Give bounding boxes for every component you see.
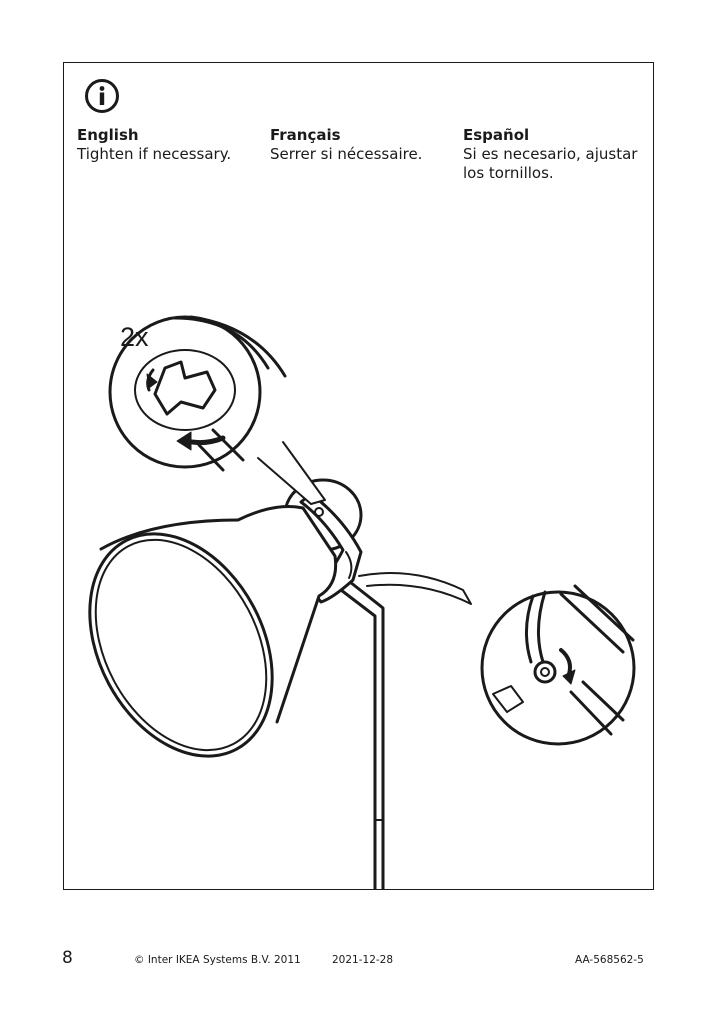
count-label: 2x bbox=[120, 322, 149, 352]
lang-title: Español bbox=[463, 126, 530, 144]
lang-title: Français bbox=[270, 126, 341, 144]
info-circle-icon bbox=[84, 78, 120, 114]
footer-date: 2021-12-28 bbox=[332, 954, 394, 966]
lang-title: English bbox=[77, 126, 139, 144]
lang-block-english bbox=[77, 126, 257, 164]
lang-block-french bbox=[270, 126, 450, 164]
lang-text: Tighten if necessary. bbox=[77, 145, 232, 163]
footer-copyright: © Inter IKEA Systems B.V. 2011 bbox=[134, 954, 301, 966]
lang-block-spanish bbox=[463, 126, 643, 183]
page-number: 8 bbox=[62, 948, 73, 968]
lamp-illustration bbox=[63, 290, 654, 890]
callout-bottom bbox=[359, 573, 634, 744]
lamp-pole bbox=[341, 582, 383, 890]
lang-text: Serrer si nécessaire. bbox=[270, 145, 423, 163]
footer-doc-id: AA-568562-5 bbox=[575, 954, 644, 966]
lang-text: Si es necesario, ajustar los tornillos. bbox=[463, 145, 638, 182]
lamp-shade bbox=[63, 502, 336, 787]
